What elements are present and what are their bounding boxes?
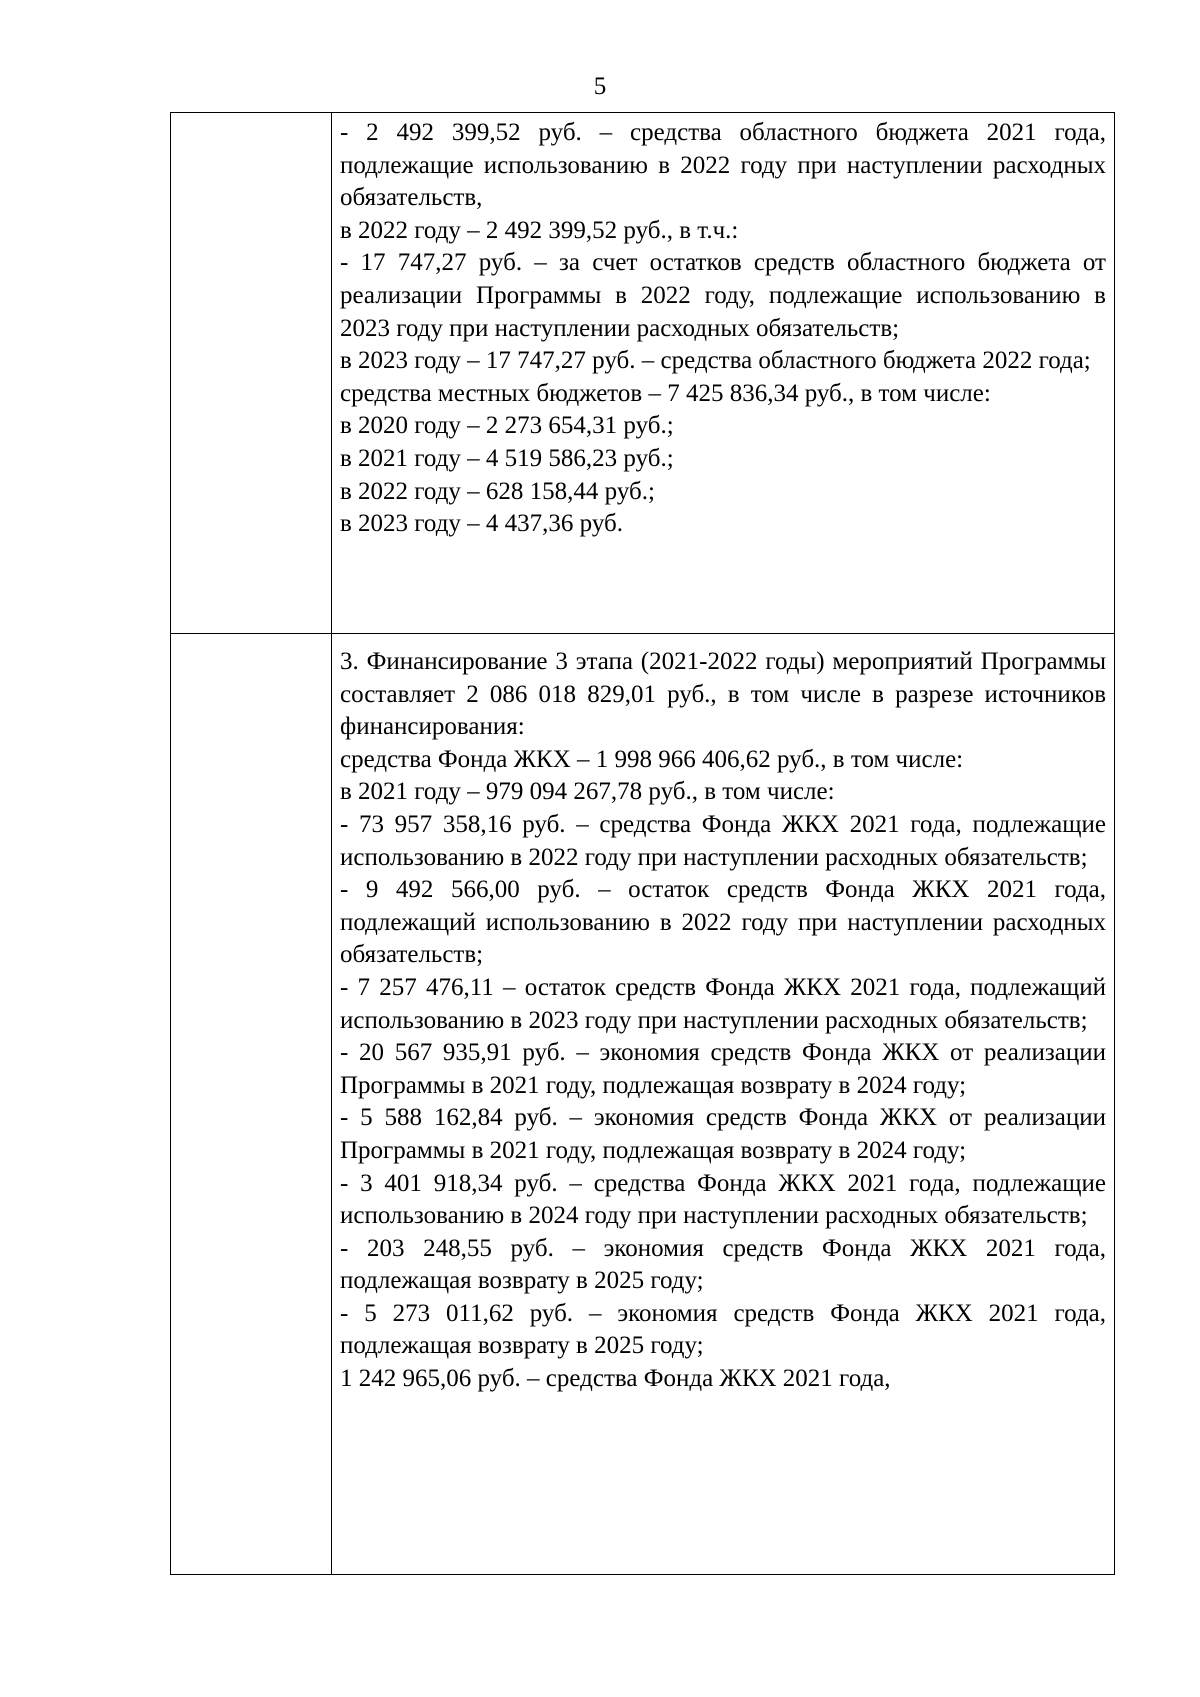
paragraph: - 73 957 358,16 руб. – средства Фонда ЖКХ 2021 года, подлежащие использованию в 2022 году при наступлении расходных обязательств; — [340, 810, 1106, 871]
paragraph: средства местных бюджетов – 7 425 836,34 руб., в том числе: — [340, 379, 991, 407]
paragraph: - 5 273 011,62 руб. – экономия средств Фонда ЖКХ 2021 года, подлежащая возврату в 2025 году; — [340, 1299, 1106, 1360]
paragraph: 1 242 965,06 руб. – средства Фонда ЖКХ 2021 года, — [340, 1365, 891, 1393]
paragraph: - 20 567 935,91 руб. – экономия средств Фонда ЖКХ от реализации Программы в 2021 году, подлежащая возврату в 2024 году; — [340, 1039, 1106, 1099]
paragraph: в 2022 году – 628 158,44 руб.; — [340, 477, 655, 505]
paragraph: - 9 492 566,00 руб. – остаток средств Фонда ЖКХ 2021 года, подлежащий использованию в 2022 году при наступлении расходных обязательств; — [340, 876, 1106, 969]
paragraph: в 2021 году – 979 094 267,78 руб., в том числе: — [340, 778, 835, 806]
table-row — [171, 113, 1115, 634]
paragraph: средства Фонда ЖКХ – 1 998 966 406,62 руб., в том числе: — [340, 745, 964, 773]
paragraph: - 5 588 162,84 руб. – экономия средств Фонда ЖКХ от реализации Программы в 2021 году, подлежащая возврату в 2024 году; — [340, 1104, 1106, 1164]
paragraph: - 17 747,27 руб. – за счет остатков средств областного бюджета от реализации Программы в 2022 году, подлежащие использованию в 2023 году при наступлении расходных обязательств; — [340, 249, 1106, 342]
left-cell — [171, 113, 332, 634]
paragraph: в 2023 году – 4 437,36 руб. — [340, 510, 623, 538]
cell-text — [340, 646, 1106, 1396]
table-row — [171, 634, 1115, 1575]
paragraph: - 2 492 399,52 руб. – средства областного бюджета 2021 года, подлежащие использованию в 2022 году при наступлении расходных обязательств, — [340, 119, 1106, 212]
left-cell — [171, 634, 332, 1575]
page-number: 5 — [593, 73, 607, 100]
paragraph: - 3 401 918,34 руб. – средства Фонда ЖКХ 2021 года, подлежащие использованию в 2024 году при наступлении расходных обязательств; — [340, 1169, 1106, 1230]
paragraph: в 2021 году – 4 519 586,23 руб.; — [340, 444, 674, 472]
cell-text — [340, 117, 1106, 541]
paragraph: - 203 248,55 руб. – экономия средств Фонда ЖКХ 2021 года, подлежащая возврату в 2025 году; — [340, 1234, 1106, 1295]
financing-table — [170, 112, 1115, 1575]
paragraph: - 7 257 476,11 – остаток средств Фонда ЖКХ 2021 года, подлежащий использованию в 2023 году при наступлении расходных обязательств; — [340, 973, 1106, 1034]
paragraph: в 2020 году – 2 273 654,31 руб.; — [340, 412, 674, 440]
right-cell — [332, 113, 1115, 634]
paragraph: 3. Финансирование 3 этапа (2021-2022 годы) мероприятий Программы составляет 2 086 018 829,01 руб., в том числе в разрезе источников финансирования: — [340, 648, 1106, 741]
paragraph: в 2022 году – 2 492 399,52 руб., в т.ч.: — [340, 216, 739, 244]
paragraph: в 2023 году – 17 747,27 руб. – средства областного бюджета 2022 года; — [340, 347, 1091, 375]
right-cell — [332, 634, 1115, 1575]
